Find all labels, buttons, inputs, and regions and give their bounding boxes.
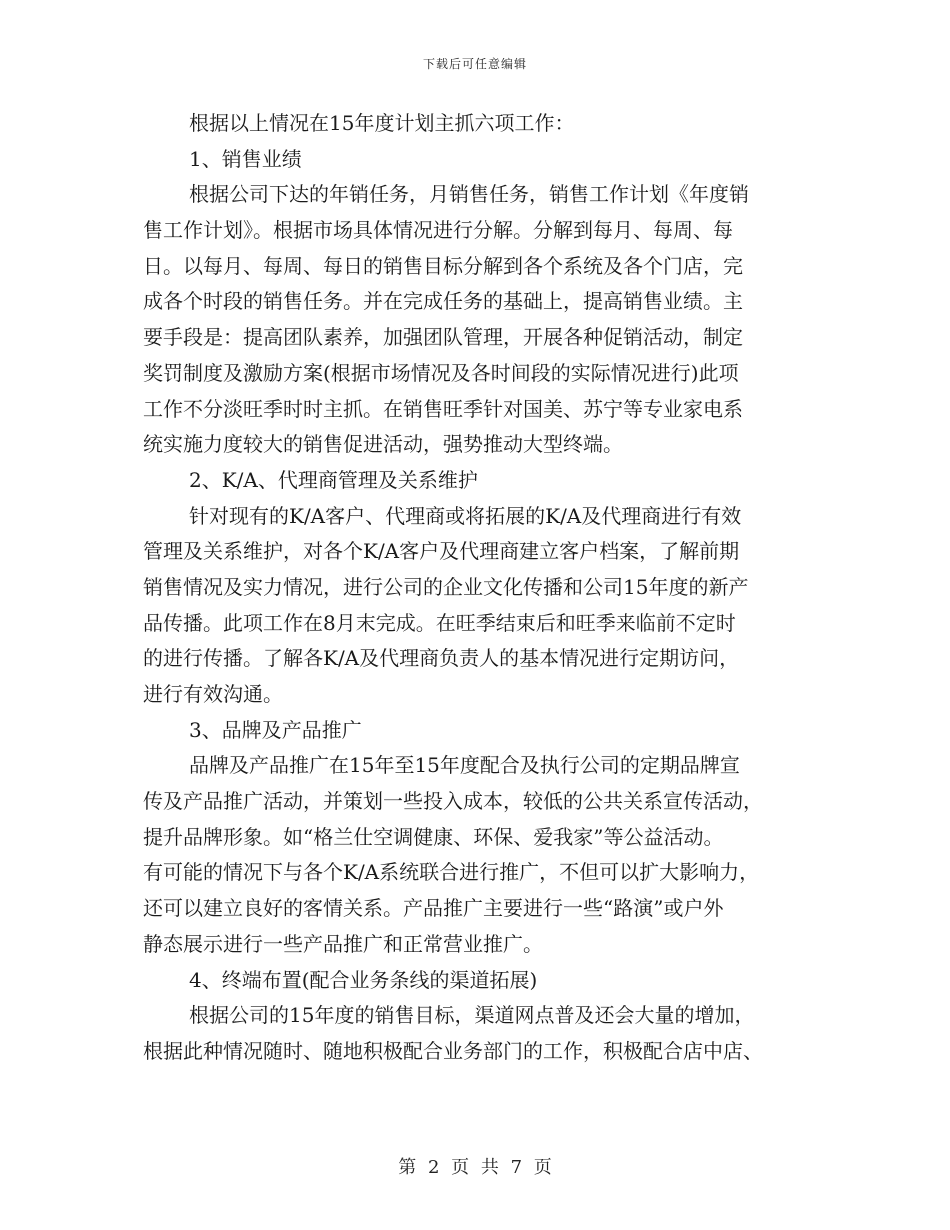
page-header: 下载后可任意编辑: [422, 57, 527, 71]
text-line: 静态展示进行一些产品推广和正常营业推广。: [143, 931, 543, 956]
text-line: 售工作计划》。根据市场具体情况进行分解。分解到每月、每周、每: [143, 218, 733, 243]
text-line: 品传播。此项工作在8月末完成。在旺季结束后和旺季来临前不定时: [143, 610, 736, 635]
text-line: 4、终端布置(配合业务条线的渠道拓展): [189, 967, 538, 992]
text-line: 传及产品推广活动，并策划一些投入成本，较低的公共关系宣传活动，: [143, 789, 763, 814]
text-line: 要手段是：提高团队素养，加强团队管理，开展各种促销活动，制定: [143, 325, 743, 350]
text-line: 2、K/A、代理商管理及关系维护: [189, 467, 478, 492]
text-line: 进行有效沟通。: [143, 682, 283, 706]
text-line: 的进行传播。了解各K/A及代理商负责人的基本情况进行定期访问，: [143, 646, 740, 671]
text-line: 工作不分淡旺季时时主抓。在销售旺季针对国美、苏宁等专业家电系: [143, 396, 743, 421]
text-line: 奖罚制度及激励方案(根据市场情况及各时间段的实际情况进行)此项: [143, 360, 739, 385]
text-line: 还可以建立良好的客情关系。产品推广主要进行一些“路演”或户外: [143, 896, 724, 921]
text-line: 根据以上情况在15年度计划主抓六项工作：: [189, 111, 575, 135]
text-line: 3、品牌及产品推广: [189, 717, 362, 742]
text-line: 有可能的情况下与各个K/A系统联合进行推广，不但可以扩大影响力，: [143, 860, 760, 885]
page-footer: 第 2 页 共 7 页: [398, 1157, 552, 1178]
document-body: [143, 106, 808, 1070]
text-line: 销售情况及实力情况，进行公司的企业文化传播和公司15年度的新产: [143, 574, 749, 599]
text-line: 品牌及产品推广在15年至15年度配合及执行公司的定期品牌宣: [189, 753, 740, 778]
text-line: 提升品牌形象。如“格兰仕空调健康、环保、爱我家”等公益活动。: [143, 824, 724, 849]
text-line: 根据此种情况随时、随地积极配合业务部门的工作，积极配合店中店、: [143, 1038, 763, 1063]
text-line: 统实施力度较大的销售促进活动，强势推动大型终端。: [143, 432, 623, 457]
text-line: 根据公司的15年度的销售目标，渠道网点普及还会大量的增加，: [189, 1003, 755, 1028]
text-line: 日。以每月、每周、每日的销售目标分解到各个系统及各个门店，完: [143, 253, 743, 278]
text-line: 1、销售业绩: [189, 146, 302, 171]
text-line: 成各个时段的销售任务。并在完成任务的基础上，提高销售业绩。主: [143, 289, 743, 314]
text-line: 针对现有的K/A客户、代理商或将拓展的K/A及代理商进行有效: [189, 503, 742, 528]
text-line: 管理及关系维护，对各个K/A客户及代理商建立客户档案，了解前期: [143, 539, 740, 564]
text-line: 根据公司下达的年销任务，月销售任务，销售工作计划《年度销: [189, 182, 749, 207]
